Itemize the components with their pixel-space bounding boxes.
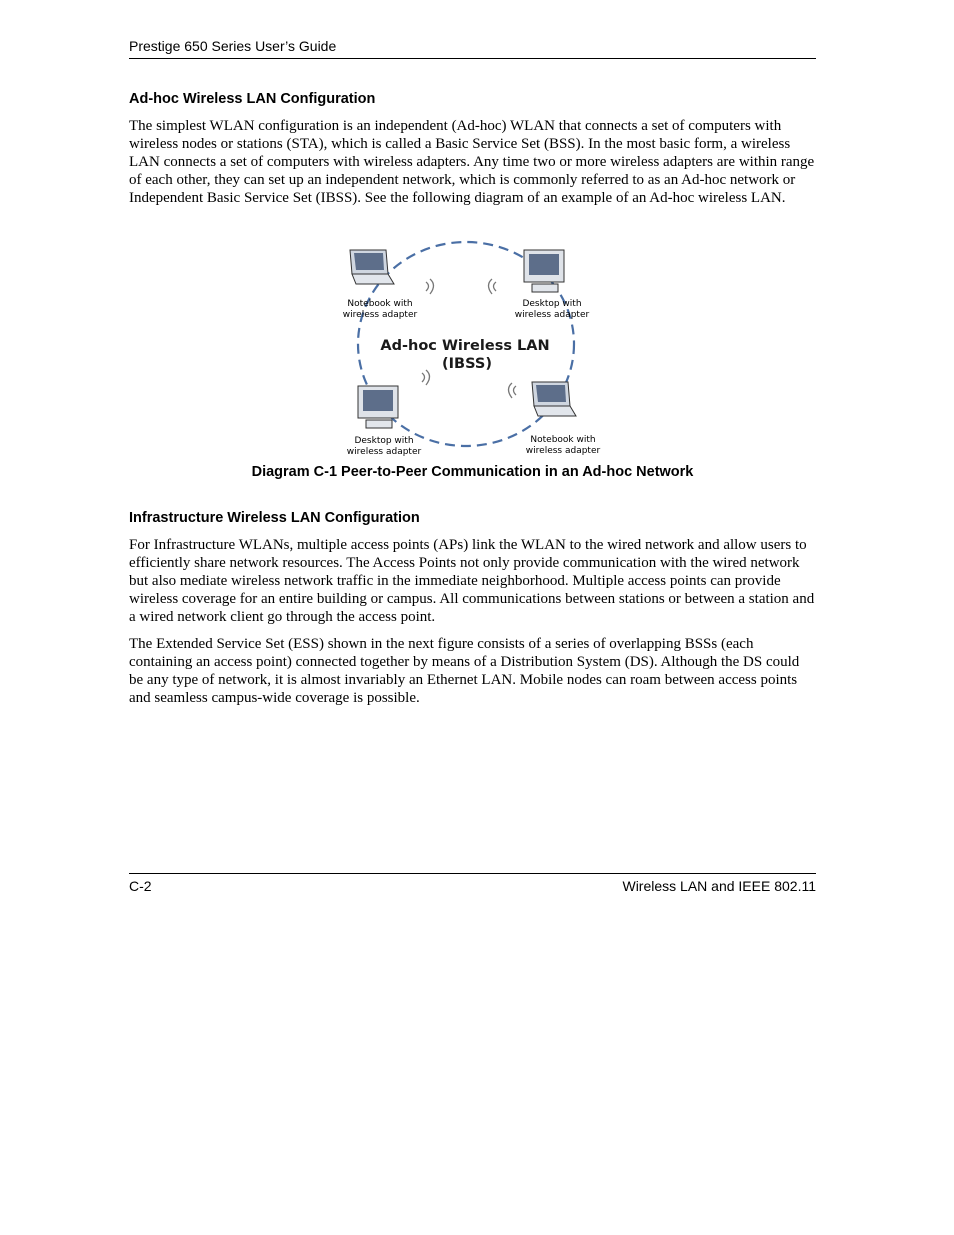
desktop-icon (358, 386, 398, 428)
node-label: Desktop with (354, 436, 414, 446)
node-label: wireless adapter (525, 446, 601, 456)
infrastructure-paragraph-1: For Infrastructure WLANs, multiple access points (APs) link the WLAN to the wired network and allow users to efficiently share network resources. The Access Points not only provide communication with the wired network but also mediate wireless network traffic in the immediate neighborhood. Multiple access points can provide wireless coverage for an entire building or campus. All communications between stations or between a station and a wired network client go through the access point. (129, 537, 815, 625)
adhoc-paragraph: The simplest WLAN configuration is an independent (Ad-hoc) WLAN that connects a set of computers with wireless nodes or stations (STA), which is called a Basic Service Set (BSS). In the most basic form, a wireless LAN connects a set of computers with wireless adapters. Any time two or more wireless adapters are within range of each other, they can set up an independent network, which is commonly referred to as an Ad-hoc network or Independent Basic Service Set (IBSS). See the following diagram of an example of an Ad-hoc wireless LAN. (129, 118, 815, 206)
chapter-title: Wireless LAN and IEEE 802.11 (622, 878, 816, 894)
page-number: C-2 (129, 878, 152, 894)
header-title: Prestige 650 Series User’s Guide (129, 38, 337, 54)
page-header (129, 37, 816, 59)
desktop-icon (524, 250, 564, 292)
adhoc-diagram (336, 238, 606, 458)
notebook-icon (532, 382, 576, 416)
section-heading-adhoc: Ad-hoc Wireless LAN Configuration (129, 91, 376, 107)
section-heading-infrastructure: Infrastructure Wireless LAN Configuration (129, 510, 420, 526)
node-label: wireless adapter (342, 310, 418, 320)
infrastructure-paragraph-2: The Extended Service Set (ESS) shown in the next figure consists of a series of overlapping BSSs (each containing an access point) connected together by means of a Distribution System (DS). Although the DS could be any type of network, it is almost invariably an Ethernet LAN. Mobile nodes can roam between access points and seamless campus-wide coverage is possible. (129, 636, 800, 706)
node-label: Desktop with (522, 299, 582, 309)
diagram-center-subtitle: (IBSS) (442, 356, 492, 372)
node-label: Notebook with (530, 435, 596, 445)
diagram-caption: Diagram C-1 Peer-to-Peer Communication in an Ad-hoc Network (251, 464, 694, 480)
notebook-icon (350, 250, 394, 284)
node-label: wireless adapter (346, 447, 422, 457)
node-label: wireless adapter (514, 310, 590, 320)
diagram-center-title: Ad-hoc Wireless LAN (380, 338, 550, 354)
page-footer (129, 873, 816, 895)
node-label: Notebook with (347, 299, 413, 309)
